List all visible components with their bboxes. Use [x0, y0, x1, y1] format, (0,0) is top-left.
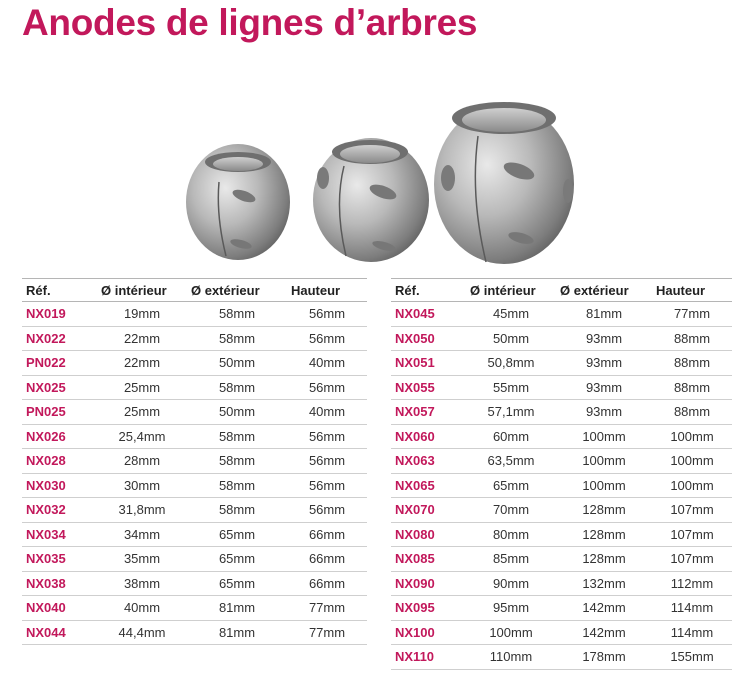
- cell-inner-diameter: 60mm: [466, 424, 556, 449]
- table-header-row: [22, 279, 367, 302]
- cell-ref: NX051: [391, 351, 466, 376]
- cell-inner-diameter: 100mm: [466, 620, 556, 645]
- cell-ref: NX022: [22, 326, 97, 351]
- cell-ref: NX070: [391, 498, 466, 523]
- cell-height: 77mm: [287, 596, 367, 621]
- cell-inner-diameter: 25mm: [97, 375, 187, 400]
- table-row: [391, 596, 732, 621]
- cell-ref: NX090: [391, 571, 466, 596]
- cell-height: 40mm: [287, 351, 367, 376]
- cell-height: 77mm: [652, 302, 732, 327]
- col-header-ref: Réf.: [22, 279, 97, 302]
- cell-outer-diameter: 132mm: [556, 571, 652, 596]
- cell-outer-diameter: 58mm: [187, 473, 287, 498]
- col-header-inner-diameter: Ø intérieur: [97, 279, 187, 302]
- cell-inner-diameter: 80mm: [466, 522, 556, 547]
- cell-inner-diameter: 25,4mm: [97, 424, 187, 449]
- cell-height: 107mm: [652, 522, 732, 547]
- cell-ref: NX065: [391, 473, 466, 498]
- table-row: [391, 424, 732, 449]
- table-row: [22, 400, 367, 425]
- cell-height: 66mm: [287, 547, 367, 572]
- table-row: [22, 473, 367, 498]
- cell-ref: NX060: [391, 424, 466, 449]
- table-row: [391, 498, 732, 523]
- cell-outer-diameter: 178mm: [556, 645, 652, 670]
- table-row: [391, 351, 732, 376]
- table-row: [391, 302, 732, 327]
- cell-height: 56mm: [287, 326, 367, 351]
- page-title: Anodes de lignes d’arbres: [22, 2, 478, 43]
- cell-outer-diameter: 100mm: [556, 473, 652, 498]
- cell-ref: NX055: [391, 375, 466, 400]
- cell-height: 56mm: [287, 449, 367, 474]
- cell-height: 100mm: [652, 473, 732, 498]
- cell-outer-diameter: 58mm: [187, 375, 287, 400]
- cell-height: 56mm: [287, 375, 367, 400]
- table-row: [391, 449, 732, 474]
- table-row: [22, 596, 367, 621]
- cell-height: 88mm: [652, 326, 732, 351]
- cell-height: 88mm: [652, 400, 732, 425]
- cell-height: 100mm: [652, 449, 732, 474]
- cell-outer-diameter: 58mm: [187, 498, 287, 523]
- cell-ref: NX044: [22, 620, 97, 645]
- cell-inner-diameter: 50,8mm: [466, 351, 556, 376]
- cell-outer-diameter: 93mm: [556, 351, 652, 376]
- cell-inner-diameter: 30mm: [97, 473, 187, 498]
- cell-outer-diameter: 93mm: [556, 375, 652, 400]
- cell-height: 88mm: [652, 375, 732, 400]
- cell-inner-diameter: 31,8mm: [97, 498, 187, 523]
- anode-small: [186, 144, 290, 260]
- cell-height: 100mm: [652, 424, 732, 449]
- col-header-outer-diameter: Ø extérieur: [187, 279, 287, 302]
- cell-inner-diameter: 25mm: [97, 400, 187, 425]
- table-row: [391, 375, 732, 400]
- cell-height: 114mm: [652, 596, 732, 621]
- cell-inner-diameter: 35mm: [97, 547, 187, 572]
- cell-ref: NX095: [391, 596, 466, 621]
- cell-ref: NX034: [22, 522, 97, 547]
- cell-inner-diameter: 22mm: [97, 326, 187, 351]
- cell-outer-diameter: 100mm: [556, 424, 652, 449]
- cell-height: 66mm: [287, 571, 367, 596]
- cell-inner-diameter: 34mm: [97, 522, 187, 547]
- anode-medium: [313, 138, 429, 262]
- table-row: [22, 424, 367, 449]
- cell-height: 155mm: [652, 645, 732, 670]
- table-row: [391, 326, 732, 351]
- specs-table-right: [391, 278, 732, 670]
- col-header-outer-diameter: Ø extérieur: [556, 279, 652, 302]
- cell-outer-diameter: 81mm: [556, 302, 652, 327]
- cell-ref: PN025: [22, 400, 97, 425]
- cell-height: 107mm: [652, 498, 732, 523]
- cell-inner-diameter: 44,4mm: [97, 620, 187, 645]
- cell-inner-diameter: 38mm: [97, 571, 187, 596]
- cell-height: 56mm: [287, 473, 367, 498]
- cell-ref: NX040: [22, 596, 97, 621]
- cell-ref: NX035: [22, 547, 97, 572]
- cell-outer-diameter: 142mm: [556, 620, 652, 645]
- table-row: [391, 547, 732, 572]
- table-row: [22, 620, 367, 645]
- cell-inner-diameter: 55mm: [466, 375, 556, 400]
- cell-ref: NX045: [391, 302, 466, 327]
- cell-inner-diameter: 19mm: [97, 302, 187, 327]
- cell-height: 56mm: [287, 302, 367, 327]
- cell-outer-diameter: 50mm: [187, 400, 287, 425]
- table-row: [22, 326, 367, 351]
- table-row: [22, 522, 367, 547]
- col-header-height: Hauteur: [287, 279, 367, 302]
- cell-outer-diameter: 93mm: [556, 400, 652, 425]
- cell-inner-diameter: 90mm: [466, 571, 556, 596]
- cell-inner-diameter: 65mm: [466, 473, 556, 498]
- cell-outer-diameter: 142mm: [556, 596, 652, 621]
- table-row: [391, 400, 732, 425]
- cell-ref: NX085: [391, 547, 466, 572]
- cell-height: 40mm: [287, 400, 367, 425]
- cell-height: 66mm: [287, 522, 367, 547]
- cell-outer-diameter: 65mm: [187, 571, 287, 596]
- cell-outer-diameter: 65mm: [187, 522, 287, 547]
- cell-ref: NX038: [22, 571, 97, 596]
- table-row: [391, 473, 732, 498]
- cell-inner-diameter: 70mm: [466, 498, 556, 523]
- cell-outer-diameter: 128mm: [556, 498, 652, 523]
- table-row: [22, 498, 367, 523]
- cell-inner-diameter: 57,1mm: [466, 400, 556, 425]
- cell-height: 77mm: [287, 620, 367, 645]
- cell-inner-diameter: 63,5mm: [466, 449, 556, 474]
- table-row: [22, 571, 367, 596]
- cell-ref: NX019: [22, 302, 97, 327]
- cell-ref: PN022: [22, 351, 97, 376]
- cell-inner-diameter: 28mm: [97, 449, 187, 474]
- anode-large: [434, 102, 574, 264]
- cell-inner-diameter: 95mm: [466, 596, 556, 621]
- specs-table-left: [22, 278, 367, 645]
- cell-outer-diameter: 58mm: [187, 424, 287, 449]
- cell-outer-diameter: 93mm: [556, 326, 652, 351]
- cell-height: 88mm: [652, 351, 732, 376]
- table-row: [22, 375, 367, 400]
- cell-inner-diameter: 40mm: [97, 596, 187, 621]
- col-header-inner-diameter: Ø intérieur: [466, 279, 556, 302]
- cell-ref: NX057: [391, 400, 466, 425]
- table-header-row: [391, 279, 732, 302]
- table-row: [22, 302, 367, 327]
- cell-ref: NX030: [22, 473, 97, 498]
- cell-outer-diameter: 58mm: [187, 302, 287, 327]
- cell-inner-diameter: 50mm: [466, 326, 556, 351]
- cell-outer-diameter: 58mm: [187, 449, 287, 474]
- cell-ref: NX025: [22, 375, 97, 400]
- anodes-photo: [186, 96, 576, 264]
- cell-outer-diameter: 100mm: [556, 449, 652, 474]
- table-row: [391, 571, 732, 596]
- cell-inner-diameter: 45mm: [466, 302, 556, 327]
- cell-height: 56mm: [287, 424, 367, 449]
- col-header-ref: Réf.: [391, 279, 466, 302]
- cell-inner-diameter: 110mm: [466, 645, 556, 670]
- table-row: [391, 522, 732, 547]
- cell-outer-diameter: 50mm: [187, 351, 287, 376]
- table-row: [391, 620, 732, 645]
- cell-outer-diameter: 128mm: [556, 547, 652, 572]
- cell-height: 107mm: [652, 547, 732, 572]
- table-row: [22, 547, 367, 572]
- cell-height: 114mm: [652, 620, 732, 645]
- cell-height: 56mm: [287, 498, 367, 523]
- col-header-height: Hauteur: [652, 279, 732, 302]
- cell-ref: NX080: [391, 522, 466, 547]
- table-row: [22, 351, 367, 376]
- cell-ref: NX063: [391, 449, 466, 474]
- cell-outer-diameter: 65mm: [187, 547, 287, 572]
- table-row: [22, 449, 367, 474]
- table-row: [391, 645, 732, 670]
- cell-outer-diameter: 81mm: [187, 620, 287, 645]
- cell-inner-diameter: 85mm: [466, 547, 556, 572]
- cell-ref: NX026: [22, 424, 97, 449]
- cell-outer-diameter: 58mm: [187, 326, 287, 351]
- cell-ref: NX028: [22, 449, 97, 474]
- cell-ref: NX110: [391, 645, 466, 670]
- cell-outer-diameter: 81mm: [187, 596, 287, 621]
- cell-ref: NX100: [391, 620, 466, 645]
- cell-height: 112mm: [652, 571, 732, 596]
- cell-outer-diameter: 128mm: [556, 522, 652, 547]
- cell-inner-diameter: 22mm: [97, 351, 187, 376]
- cell-ref: NX032: [22, 498, 97, 523]
- cell-ref: NX050: [391, 326, 466, 351]
